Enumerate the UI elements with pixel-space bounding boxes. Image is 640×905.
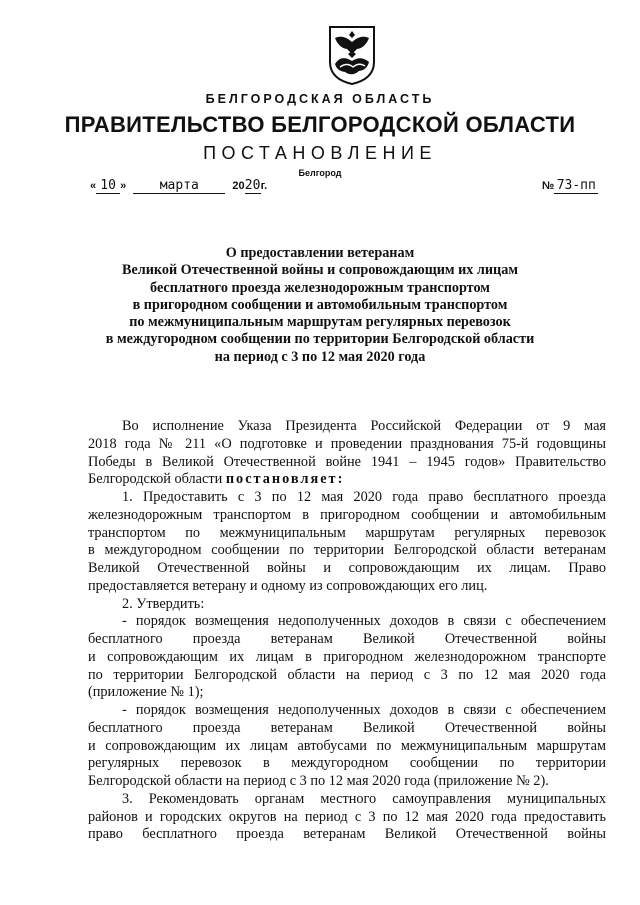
- body-line: по территории Белгородской области на период с 3 по 12 мая 2020 года: [88, 666, 606, 683]
- body-line: и сопровождающим их лицам автобусами по межмуниципальным маршрутам: [88, 737, 606, 754]
- body-line: в междугородном сообщении по территории Белгородской области ветеранам: [88, 542, 606, 559]
- body-line: Белгородской области на период с 3 по 12 мая 2020 года (приложение № 2).: [88, 773, 549, 789]
- body-line: - порядок возмещения недополученных доходов в связи с обеспечением: [122, 702, 606, 718]
- document-type: ПОСТАНОВЛЕНИЕ: [203, 143, 437, 163]
- title-line: по межмуниципальным маршрутам регулярных перевозок: [129, 314, 511, 331]
- body-line: Великой Отечественной войны и сопровождающим их лицам. Право: [88, 560, 606, 576]
- body-line: 2018 года № 211 «О подготовке и проведении празднования 75-й годовщины: [88, 435, 606, 452]
- title-line: на период с 3 по 12 мая 2020 года: [214, 348, 426, 365]
- body-line: право бесплатного проезда ветеранам Великой Отечественной войны: [88, 826, 606, 843]
- body-line: железнодорожным транспортом в пригородном сообщении и автомобильным: [88, 506, 606, 523]
- body-line: бесплатного проезда ветеранам Великой Отечественной войны: [88, 719, 606, 736]
- body-line: 2. Утвердить:: [122, 595, 205, 612]
- coat-of-arms-emblem: [327, 24, 377, 86]
- body-line: и сопровождающим их лицам в пригородном железнодорожном транспорте: [88, 648, 606, 665]
- date-day: 10: [96, 178, 120, 194]
- body-line: Победы в Великой Отечественной войне 1941 – 1945 годов» Правительство: [88, 453, 606, 470]
- date-close-quote: »: [120, 180, 127, 192]
- body-line: (приложение № 1);: [88, 684, 204, 701]
- number-value: 73-пп: [554, 178, 598, 194]
- title-line: О предоставлении ветеранам: [225, 245, 415, 261]
- body-line: 3. Рекомендовать органам местного самоуправления муниципальных: [122, 790, 606, 807]
- city-name: Белгород: [298, 168, 342, 178]
- date-year-suffix: 20: [244, 178, 261, 193]
- body-line: районов и городских округов на период с 3 по 12 мая 2020 года предоставить: [88, 808, 606, 825]
- government-name: ПРАВИТЕЛЬСТВО БЕЛГОРОДСКОЙ ОБЛАСТИ: [64, 112, 576, 137]
- date-month: марта: [133, 178, 225, 194]
- title-line: в пригородном сообщении и автомобильным транспортом: [132, 296, 508, 313]
- date-open-quote: «: [90, 180, 97, 192]
- body-line: бесплатного проезда ветеранам Великой Отечественной войны: [88, 631, 606, 647]
- title-line: Великой Отечественной войны и сопровождающим их лицам: [121, 262, 518, 279]
- body-line: регулярных перевозок в междугородном сообщении по территории: [88, 755, 606, 772]
- date-year-abbr: г.: [260, 180, 268, 192]
- document-title: [80, 245, 560, 366]
- number-sign: №: [542, 180, 555, 192]
- region-name: БЕЛГОРОДСКАЯ ОБЛАСТЬ: [205, 92, 435, 106]
- title-line: в междугородном сообщении по территории Белгородской области: [105, 331, 535, 348]
- body-line: - порядок возмещения недополученных доходов в связи с обеспечением: [122, 613, 606, 630]
- body-line: Во исполнение Указа Президента Российской Федерации от 9 мая: [122, 418, 606, 434]
- resolves-keyword: постановляет:: [225, 471, 345, 488]
- title-line: бесплатного проезда железнодорожным транспортом: [150, 279, 490, 296]
- document-date: [90, 178, 267, 194]
- document-body: [88, 418, 606, 844]
- date-year-prefix: 20: [232, 180, 245, 192]
- body-line: предоставляется ветерану и одному из сопровождающих его лиц.: [88, 577, 488, 594]
- body-line-text: Белгородской области: [88, 471, 226, 488]
- document-number: [542, 178, 598, 194]
- body-line: 1. Предоставить с 3 по 12 мая 2020 года право бесплатного проезда: [122, 489, 606, 505]
- body-line: транспортом по межмуниципальным маршрутам регулярных перевозок: [88, 524, 606, 541]
- body-line: [88, 471, 606, 489]
